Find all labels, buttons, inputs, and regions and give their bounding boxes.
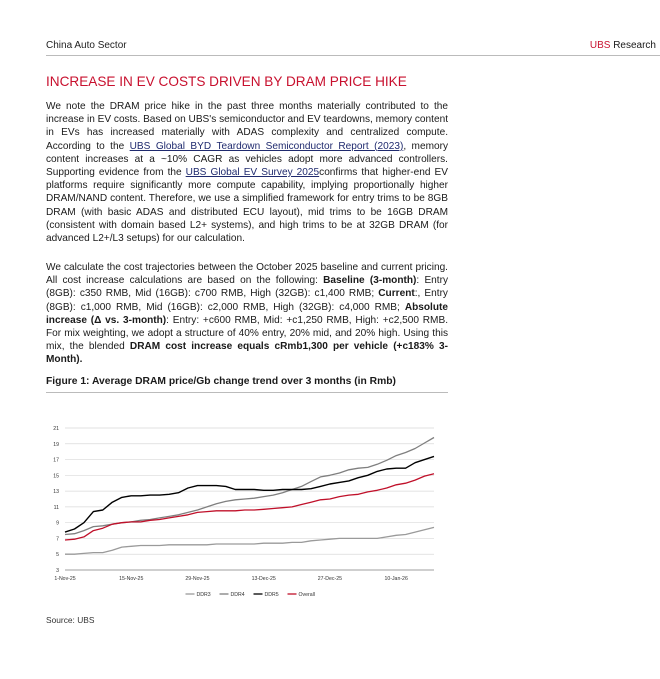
x-tick-label: 13-Dec-25 [251, 576, 276, 582]
link-byd-teardown-report[interactable]: UBS Global BYD Teardown Semiconductor Report (2023) [129, 140, 404, 152]
x-tick-label: 1-Nov-25 [54, 576, 76, 582]
y-tick-label: 21 [53, 426, 59, 432]
p2-bold-conclusion: DRAM cost increase equals cRmb1,300 per vehicle (+c183% 3-Month). [46, 341, 449, 366]
p2-bold-baseline: Baseline (3-month) [323, 275, 417, 287]
figure-title: Figure 1: Average DRAM price/Gb change trend over 3 months (in Rmb) [46, 376, 396, 387]
p1-text-1: We note the DRAM price hike in the past three months materially contributed to the increase in EV costs. Based on UBS's semiconductor and EV teardowns, memory content in EVs has increased materially with ADAS complexity and centralized compute. According to the [46, 101, 448, 152]
y-tick-label: 13 [53, 489, 59, 496]
p1-text-2: , memory content increases at a ~10% CAGR as vehicles adopt more advanced controllers. Supporting evidence from the [46, 140, 449, 179]
dram-price-chart [46, 410, 448, 610]
p2-text-4: : Entry: +c600 RMB, Mid: +c1,250 RMB, High: +c2,500 RMB. For mix weighting, we adopt a structure of 40% entry, 20% mid, and 20% high. Using this mix, the blended [46, 314, 448, 353]
p2-text-3: :, Entry (8GB): c1,000 RMB, Mid (16GB): c2,000 RMB, High (32GB): c4,000 RMB; [46, 288, 448, 313]
header-sector: China Auto Sector [46, 40, 127, 51]
p1-text-3: confirms that higher-end EV platforms require significantly more compute capability, implying proportionally higher DRAM/NAND content. Therefore, we use a simplified framework for entry trims to be 8GB DRAM (with basic ADAS and distributed ECU layout), mid trims to be 16GB DRAM (consistent with domain based L2+ systems), and high trims to be at 32GB DRAM (for advanced L2+/L3 setups) for our calculation. [46, 167, 448, 245]
x-tick-label: 15-Nov-25 [119, 576, 144, 582]
y-tick-label: 11 [53, 504, 59, 511]
section-title: INCREASE IN EV COSTS DRIVEN BY DRAM PRICE HIKE [46, 74, 407, 89]
page-header [46, 40, 656, 54]
y-tick-label: 15 [53, 473, 59, 480]
y-tick-label: 17 [53, 457, 59, 464]
p2-text-2: : Entry (8GB): c350 RMB, Mid (16GB): c700 RMB, High (32GB): c1,400 RMB; [46, 275, 448, 300]
y-tick-label: 19 [53, 441, 59, 448]
x-tick-label: 10-Jan-26 [384, 576, 408, 582]
series-line-ddr3 [65, 527, 434, 554]
p2-bold-absolute: Absolute increase (Δ vs. 3-month) [46, 301, 448, 326]
x-tick-label: 29-Nov-25 [185, 576, 210, 582]
paragraph-2 [46, 261, 448, 367]
series-line-ddr4 [65, 438, 434, 535]
legend-label-overall: Overall [298, 591, 315, 598]
figure-divider [46, 392, 448, 393]
header-brand [590, 40, 656, 51]
y-tick-label: 7 [56, 536, 59, 543]
paragraph-1 [46, 100, 448, 245]
legend-label-ddr3: DDR3 [196, 591, 211, 598]
legend-label-ddr5: DDR5 [264, 591, 279, 598]
x-tick-label: 27-Dec-25 [317, 576, 343, 582]
header-brand-research: Research [610, 40, 656, 51]
header-divider [46, 55, 660, 56]
p2-text-1: We calculate the cost trajectories between the October 2025 baseline and current pricing. All cost increase calculations are based on the following: [46, 262, 448, 287]
series-line-ddr5 [65, 456, 434, 532]
header-brand-ubs: UBS [589, 40, 611, 51]
source-note: Source: UBS [46, 615, 95, 625]
link-ev-survey[interactable]: UBS Global EV Survey 2025 [185, 167, 320, 179]
y-tick-label: 9 [56, 520, 59, 527]
y-tick-label: 3 [56, 568, 59, 574]
p2-bold-current: Current [378, 288, 415, 300]
y-tick-label: 5 [56, 552, 59, 559]
legend-label-ddr4: DDR4 [230, 591, 245, 598]
